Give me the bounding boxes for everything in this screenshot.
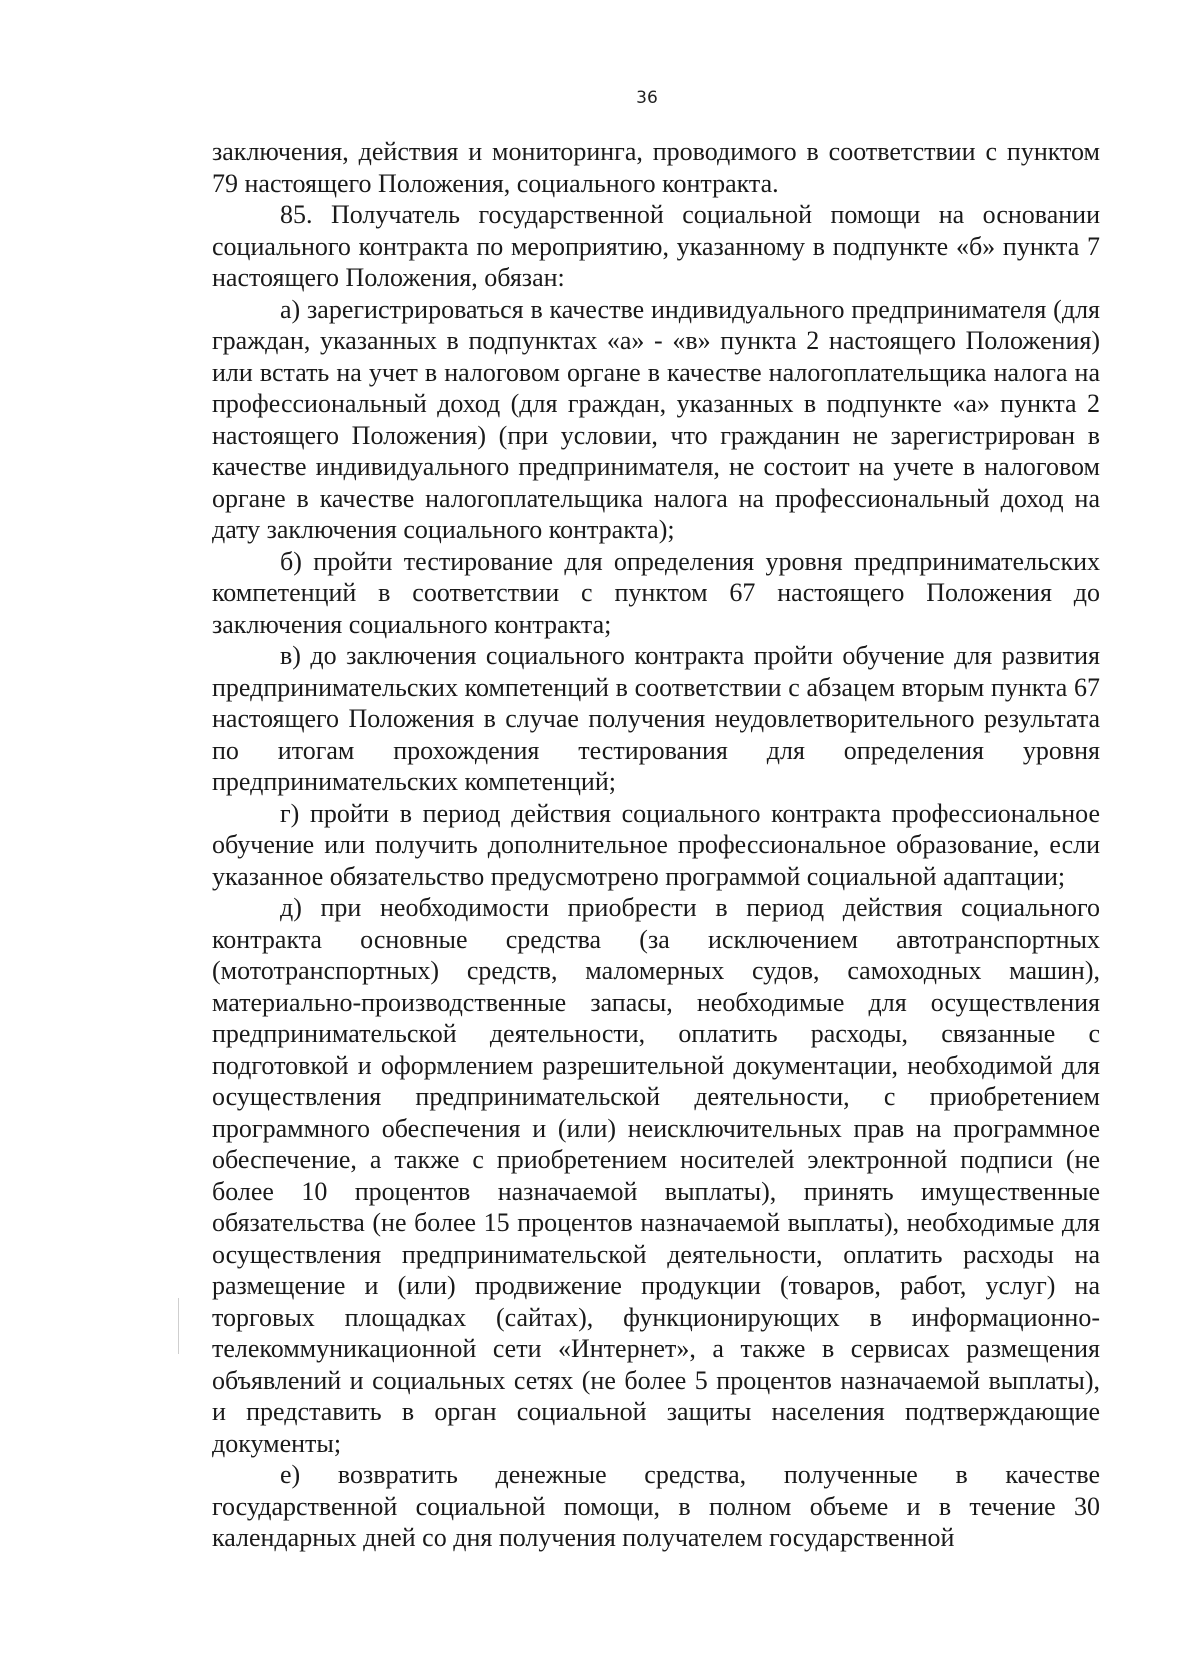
paragraph-item-v: в) до заключения социального контракта пройти обучение для развития предпринимательских компетенций в соответствии с абзацем вторым пункта 67 настоящего Положения в случае получения неудовлетворительного результата по итогам прохождения тестирования для определения уровня предпринимательских компетенций; <box>212 641 1100 796</box>
paragraph-item-a: а) зарегистрироваться в качестве индивидуального предпринимателя (для граждан, указанных в подпунктах «а» - «в» пункта 2 настоящего Положения) или встать на учет в налоговом органе в качестве налогоплательщика налога на профессиональный доход (для граждан, указанных в подпункте «а» пункта 2 настоящего Положения) (при условии, что гражданин не зарегистрирован в качестве индивидуального предпринимателя, не состоит на учете в налоговом органе в качестве налогоплательщика налога на профессиональный доход на дату заключения социального контракта); <box>212 294 1100 544</box>
paragraph-item-d: д) при необходимости приобрести в период действия социального контракта основные средства (за исключением автотранспортных (мототранспортных) средств, маломерных судов, самоходных машин), материально-производственные запасы, необходимые для осуществления предпринимательской деятельности, оплатить расходы, связанные с подготовкой и оформлением разрешительной документации, необходимой для осуществления предпринимательской деятельности, с приобретением программного обеспечения и (или) неисключительных прав на программное обеспечение, а также с приобретением носителей электронной подписи (не более 10 процентов назначаемой выплаты), принять имущественные обязательства (не более 15 процентов назначаемой выплаты), необходимые для осуществления предпринимательской деятельности, оплатить расходы на размещение и (или) продвижение продукции (товаров, работ, услуг) на торговых площадках (сайтах), функционирующих в информационно-телекоммуникационной сети «Интернет», а также в сервисах размещения объявлений и социальных сетях (не более 5 процентов назначаемой выплаты), и представить в орган социальной защиты населения подтверждающие документы; <box>212 893 1100 1458</box>
paragraph-clause-85: 85. Получатель государственной социальной помощи на основании социального контракта по мероприятию, указанному в подпункте «б» пункта 7 настоящего Положения, обязан: <box>212 200 1100 292</box>
paragraph-item-e: е) возвратить денежные средства, полученные в качестве государственной социальной помощи, в полном объеме и в течение 30 календарных дней со дня получения получателем государственной <box>212 1460 1100 1552</box>
page-number: 36 <box>636 88 658 108</box>
paragraph-continuation: заключения, действия и мониторинга, проводимого в соответствии с пунктом 79 настоящего Положения, социального контракта. <box>212 137 1100 198</box>
document-body <box>212 136 1100 1554</box>
scan-artifact-line <box>178 1298 179 1354</box>
paragraph-item-g: г) пройти в период действия социального контракта профессиональное обучение или получить дополнительное профессиональное образование, если указанное обязательство предусмотрено программой социальной адаптации; <box>212 798 1100 891</box>
paragraph-item-b: б) пройти тестирование для определения уровня предпринимательских компетенций в соответствии с пунктом 67 настоящего Положения до заключения социального контракта; <box>212 546 1100 639</box>
